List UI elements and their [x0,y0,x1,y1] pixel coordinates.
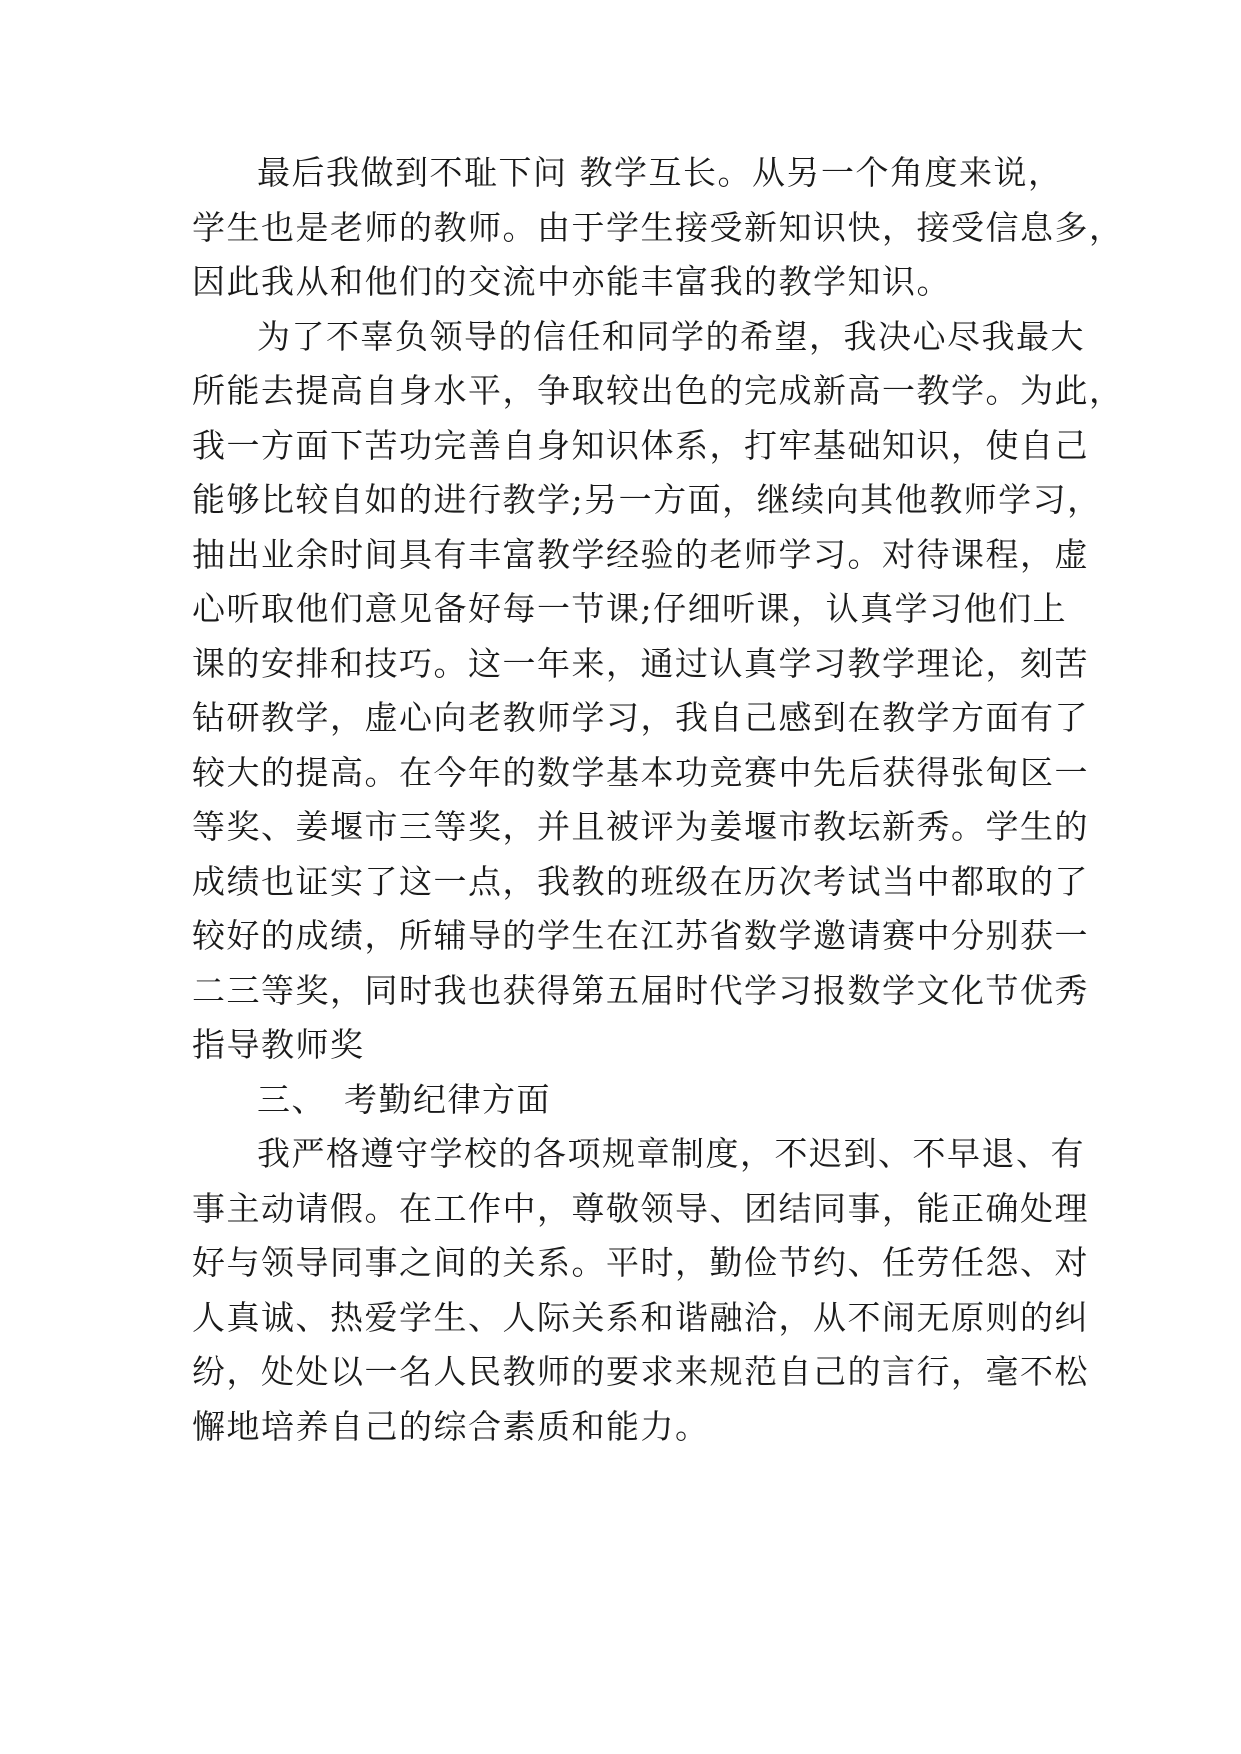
paragraph-line: 人真诚、热爱学生、人际关系和谐融洽，从不闹无原则的纠 [192,1298,1089,1337]
paragraph-line: 课的安排和技巧。这一年来，通过认真学习教学理论，刻苦 [192,644,1089,683]
paragraph-line: 学生也是老师的教师。由于学生接受新知识快，接受信息多， [192,208,1124,247]
paragraph-line: 指导教师奖 [192,1025,365,1064]
paragraph-line: 因此我从和他们的交流中亦能丰富我的教学知识。 [192,262,951,301]
paragraph-line: 成绩也证实了这一点，我教的班级在历次考试当中都取的了 [192,862,1089,901]
paragraph-line: 钻研教学，虚心向老教师学习，我自己感到在教学方面有了 [192,698,1089,737]
paragraph-line: 所能去提高自身水平，争取较出色的完成新高一教学。为此， [192,371,1124,410]
paragraph-line: 二三等奖，同时我也获得第五届时代学习报数学文化节优秀 [192,971,1089,1010]
paragraph-line: 纷，处处以一名人民教师的要求来规范自己的言行，毫不松 [192,1352,1089,1391]
paragraph-line: 我一方面下苦功完善自身知识体系，打牢基础知识，使自己 [192,426,1089,465]
paragraph-line: 懈地培养自己的综合素质和能力。 [192,1407,710,1446]
paragraph-line: 较好的成绩，所辅导的学生在江苏省数学邀请赛中分别获一 [192,916,1089,955]
paragraph-line: 能够比较自如的进行教学;另一方面，继续向其他教师学习， [192,480,1102,519]
paragraph-line: 为了不辜负领导的信任和同学的希望，我决心尽我最大 [257,317,1085,356]
paragraph-line: 心听取他们意见备好每一节课;仔细听课，认真学习他们上 [192,589,1068,628]
section-heading: 三、 考勤纪律方面 [257,1080,551,1119]
paragraph-line: 事主动请假。在工作中，尊敬领导、团结同事，能正确处理 [192,1189,1089,1228]
paragraph-line: 抽出业余时间具有丰富教学经验的老师学习。对待课程，虚 [192,535,1089,574]
paragraph-line: 较大的提高。在今年的数学基本功竞赛中先后获得张甸区一 [192,753,1089,792]
paragraph-line: 好与领导同事之间的关系。平时，勤俭节约、任劳任怨、对 [192,1243,1089,1282]
paragraph-line: 我严格遵守学校的各项规章制度，不迟到、不早退、有 [257,1134,1085,1173]
paragraph-line: 等奖、姜堰市三等奖，并且被评为姜堰市教坛新秀。学生的 [192,807,1089,846]
paragraph-line: 最后我做到不耻下问 教学互长。从另一个角度来说， [257,153,1063,192]
